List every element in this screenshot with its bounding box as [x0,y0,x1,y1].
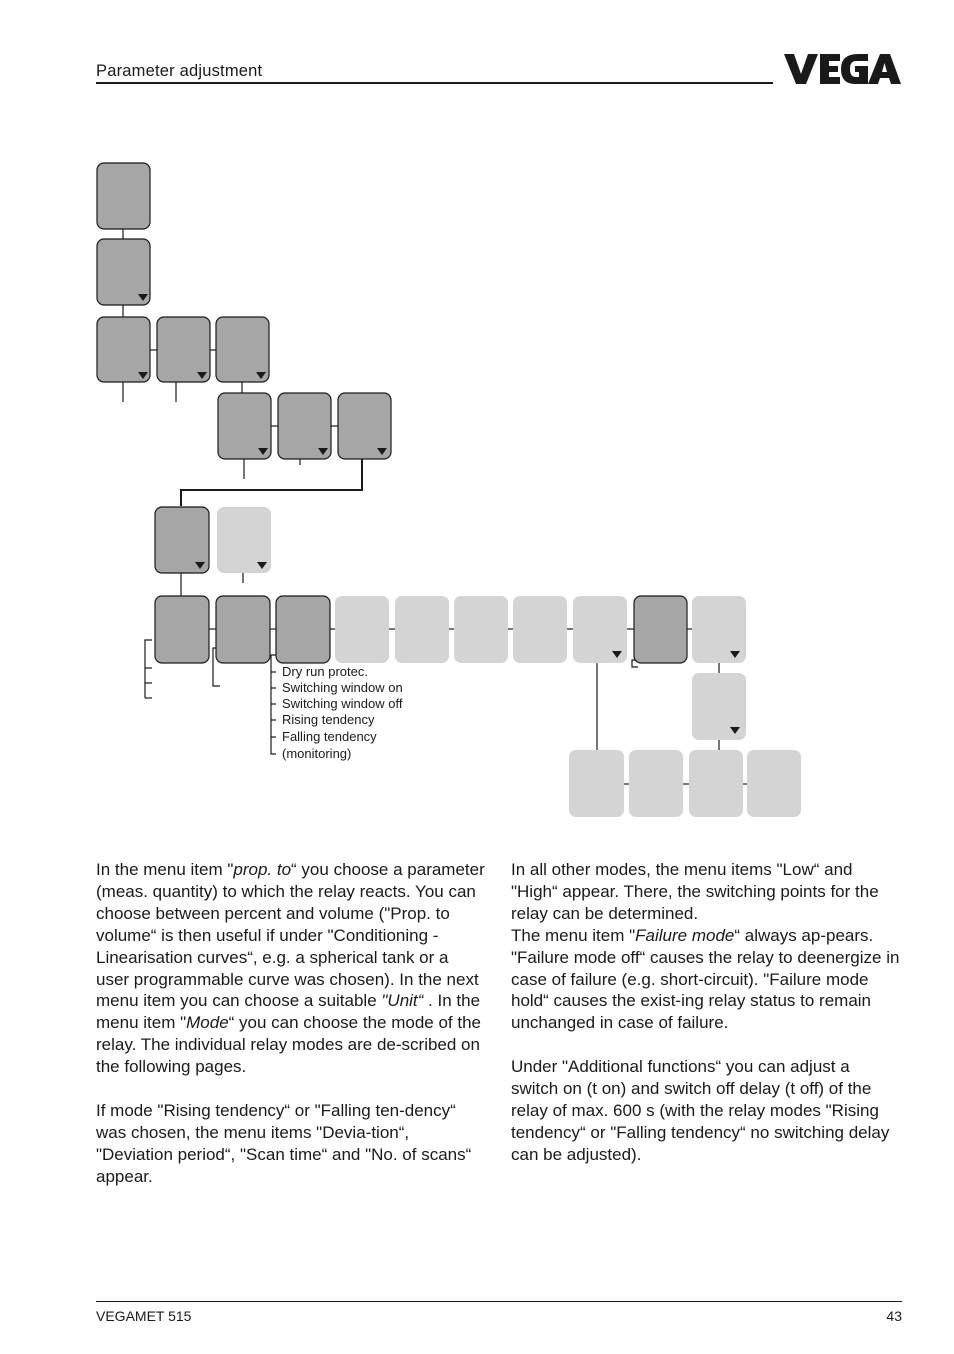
menu-box-inactive [513,596,567,663]
connector-line [145,640,152,698]
section-title: Parameter adjustment [96,62,263,80]
menu-box-inactive [747,750,801,817]
paragraph: In the menu item "prop. to“ you choose a parameter (meas. quantity) to which the relay reacts. You can choose between percent and volume ("Prop. to volume“ is then useful if under "Conditioning - Linearisation curves“, e.g. a spherical tank or a user programmable curve was chosen). In the next menu item you can choose a suitable "Unit“ . In the menu item "Mode“ you can choose the mode of the relay. The individual relay modes are de-scribed on the following pages. [96,860,485,1077]
menu-box-inactive [454,596,508,663]
mode-label: Falling tendency [282,729,377,744]
menu-box [634,596,687,663]
menu-box-inactive [335,596,389,663]
paragraph: If mode "Rising tendency“ or "Falling ten-dency“ was chosen, the menu items "Devia-tion“, "Deviation period“, "Scan time“ and "No. of scans“ appear. [96,1100,472,1186]
menu-box-inactive [395,596,449,663]
mode-label: Rising tendency [282,712,375,727]
menu-box-inactive [692,673,746,740]
paragraph: Under "Additional functions“ you can adjust a switch on (t on) and switch off delay (t off) of the relay of max. 600 s (with the relay modes "Rising tendency“ or "Falling tendency“ no switching delay can be adjusted). [511,1057,890,1164]
page-number: 43 [886,1308,902,1324]
menu-box [155,596,209,663]
footer-product-name: VEGAMET 515 [96,1308,192,1324]
menu-box-inactive [689,750,743,817]
mode-label: Switching window off [282,696,403,711]
menu-box [216,596,270,663]
body-text-left-column [96,859,486,1188]
footer-rule [96,1301,902,1302]
menu-box-inactive [569,750,624,817]
connector-line [181,459,362,506]
paragraph: In all other modes, the menu items "Low“ and "High“ appear. There, the switching points for the relay can be determined. [511,860,879,923]
menu-box [276,596,330,663]
mode-label: (monitoring) [282,746,352,761]
mode-label: Dry run protec. [282,664,368,679]
menu-box-inactive [629,750,683,817]
mode-label: Switching window on [282,680,403,695]
paragraph: The menu item "Failure mode“ always ap-pears. "Failure mode off“ causes the relay to deenergize in case of failure (e.g. short-circuit). "Failure mode hold“ causes the exist-ing relay status to remain unchanged in case of failure. [511,925,900,1033]
body-text-right-column [511,859,901,1166]
menu-box [97,163,150,229]
